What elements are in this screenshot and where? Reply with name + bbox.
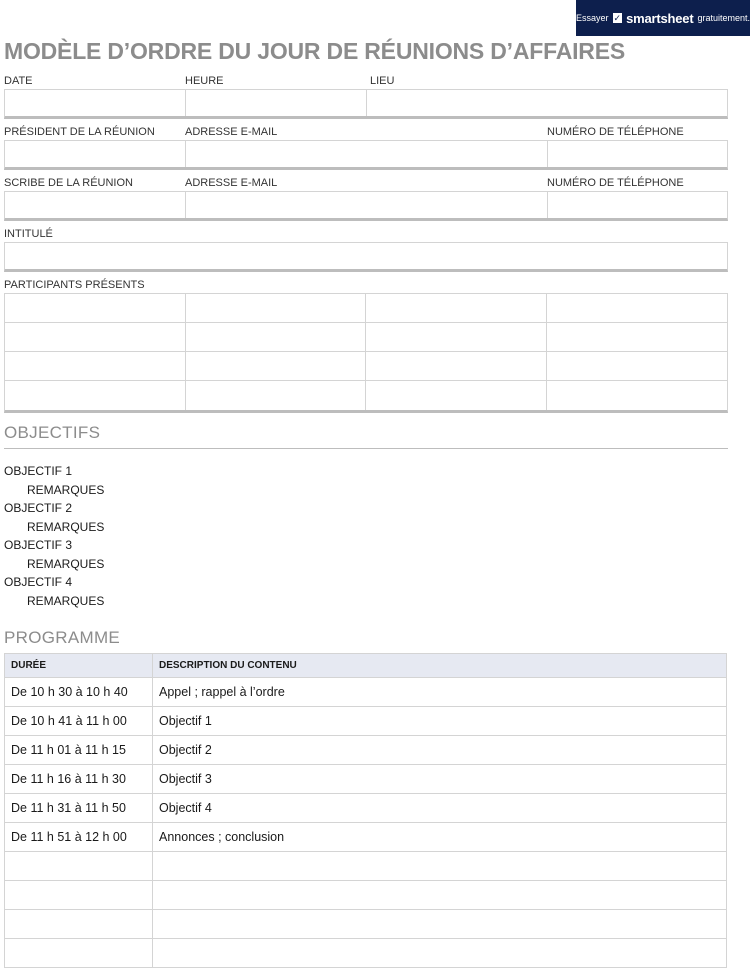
scribe-email-field[interactable] <box>186 192 548 218</box>
programme-header-row <box>5 654 727 678</box>
participant-cell[interactable] <box>547 352 728 380</box>
duree-cell[interactable] <box>5 852 153 881</box>
label-president-email: ADRESSE E-MAIL <box>185 126 278 138</box>
description-cell[interactable]: Objectif 4 <box>153 794 727 823</box>
page-title: MODÈLE D’ORDRE DU JOUR DE RÉUNIONS D’AFFAIRES <box>4 38 625 64</box>
duree-cell[interactable] <box>5 910 153 939</box>
participants-row <box>5 352 727 381</box>
participants-row <box>5 294 727 323</box>
objectif-2-note: REMARQUES <box>27 520 105 534</box>
label-participants: PARTICIPANTS PRÉSENTS <box>4 279 145 291</box>
row3-fields <box>4 191 728 221</box>
objectif-3-label: OBJECTIF 3 <box>4 538 73 552</box>
description-cell[interactable]: Objectif 1 <box>153 707 727 736</box>
table-row <box>5 736 727 765</box>
table-row <box>5 765 727 794</box>
label-president: PRÉSIDENT DE LA RÉUNION <box>4 126 155 138</box>
objectif-4-note: REMARQUES <box>27 594 105 608</box>
objectifs-divider <box>4 448 728 449</box>
banner-pre-text: Essayer <box>576 13 609 23</box>
programme-table <box>4 653 727 968</box>
table-row <box>5 852 727 881</box>
lieu-field[interactable] <box>367 90 727 116</box>
label-heure: HEURE <box>185 75 224 87</box>
banner-brand: smartsheet <box>626 10 694 26</box>
row2-fields <box>4 140 728 170</box>
duree-cell[interactable] <box>5 881 153 910</box>
participants-grid <box>4 293 728 413</box>
intitule-field[interactable] <box>5 243 727 269</box>
description-cell[interactable] <box>153 910 727 939</box>
label-lieu: LIEU <box>370 75 395 87</box>
date-field[interactable] <box>5 90 186 116</box>
table-row <box>5 910 727 939</box>
table-row <box>5 794 727 823</box>
objectif-1-label: OBJECTIF 1 <box>4 464 73 478</box>
participant-cell[interactable] <box>547 323 728 351</box>
smartsheet-banner[interactable] <box>576 0 750 36</box>
participant-cell[interactable] <box>186 352 367 380</box>
participant-cell[interactable] <box>366 352 547 380</box>
duree-cell[interactable]: De 11 h 31 à 11 h 50 <box>5 794 153 823</box>
participant-cell[interactable] <box>5 294 186 322</box>
duree-cell[interactable]: De 11 h 01 à 11 h 15 <box>5 736 153 765</box>
duree-cell[interactable]: De 11 h 51 à 12 h 00 <box>5 823 153 852</box>
label-scribe: SCRIBE DE LA RÉUNION <box>4 177 133 189</box>
row1-fields <box>4 89 728 119</box>
participant-cell[interactable] <box>186 294 367 322</box>
table-row <box>5 678 727 707</box>
participant-cell[interactable] <box>366 323 547 351</box>
objectif-2-label: OBJECTIF 2 <box>4 501 73 515</box>
objectifs-heading: OBJECTIFS <box>4 423 101 442</box>
participant-cell[interactable] <box>5 381 186 410</box>
description-cell[interactable]: Objectif 3 <box>153 765 727 794</box>
president-phone-field[interactable] <box>548 141 727 167</box>
participant-cell[interactable] <box>186 323 367 351</box>
description-cell[interactable] <box>153 852 727 881</box>
description-cell[interactable] <box>153 939 727 968</box>
col-description: DESCRIPTION DU CONTENU <box>153 654 727 678</box>
objectif-1-note: REMARQUES <box>27 483 105 497</box>
table-row <box>5 823 727 852</box>
table-row <box>5 939 727 968</box>
participant-cell[interactable] <box>5 352 186 380</box>
label-scribe-email: ADRESSE E-MAIL <box>185 177 278 189</box>
banner-post-text: gratuitement. <box>697 13 750 23</box>
scribe-phone-field[interactable] <box>548 192 727 218</box>
participant-cell[interactable] <box>186 381 367 410</box>
duree-cell[interactable]: De 10 h 30 à 10 h 40 <box>5 678 153 707</box>
table-row <box>5 707 727 736</box>
president-field[interactable] <box>5 141 186 167</box>
label-date: DATE <box>4 75 33 87</box>
participants-row <box>5 323 727 352</box>
duree-cell[interactable]: De 11 h 16 à 11 h 30 <box>5 765 153 794</box>
scribe-field[interactable] <box>5 192 186 218</box>
smartsheet-check-icon: ✓ <box>613 13 622 23</box>
objectif-4-label: OBJECTIF 4 <box>4 575 73 589</box>
label-intitule: INTITULÉ <box>4 228 53 240</box>
duree-cell[interactable]: De 10 h 41 à 11 h 00 <box>5 707 153 736</box>
intitule-fields <box>4 242 728 272</box>
label-president-phone: NUMÉRO DE TÉLÉPHONE <box>547 126 684 138</box>
president-email-field[interactable] <box>186 141 548 167</box>
description-cell[interactable]: Appel ; rappel à l’ordre <box>153 678 727 707</box>
description-cell[interactable]: Objectif 2 <box>153 736 727 765</box>
participant-cell[interactable] <box>547 381 728 410</box>
label-scribe-phone: NUMÉRO DE TÉLÉPHONE <box>547 177 684 189</box>
participant-cell[interactable] <box>547 294 728 322</box>
heure-field[interactable] <box>186 90 367 116</box>
participant-cell[interactable] <box>5 323 186 351</box>
objectif-3-note: REMARQUES <box>27 557 105 571</box>
duree-cell[interactable] <box>5 939 153 968</box>
description-cell[interactable] <box>153 881 727 910</box>
description-cell[interactable]: Annonces ; conclusion <box>153 823 727 852</box>
programme-heading: PROGRAMME <box>4 628 121 647</box>
participant-cell[interactable] <box>366 294 547 322</box>
col-duree: DURÉE <box>5 654 153 678</box>
table-row <box>5 881 727 910</box>
participant-cell[interactable] <box>366 381 547 410</box>
participants-row <box>5 381 727 410</box>
